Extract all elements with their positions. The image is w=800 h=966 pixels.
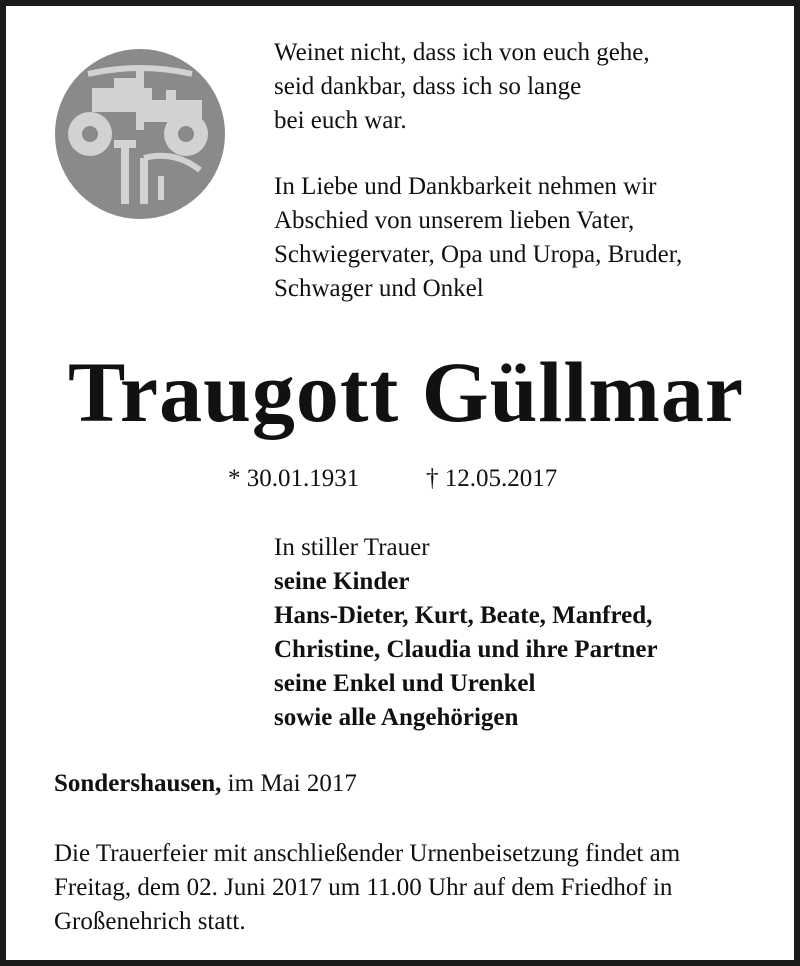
mourner-line: sowie alle Angehörigen — [274, 704, 519, 731]
poem-line: seid dankbar, dass ich so lange — [274, 73, 582, 100]
mourner-line: seine Enkel und Urenkel — [274, 670, 536, 697]
deceased-name: Traugott Güllmar — [67, 344, 745, 440]
intro-line: Schwager und Onkel — [274, 275, 484, 302]
place-date — [54, 767, 357, 800]
place-city: Sondershausen, — [54, 770, 222, 797]
place-month: im Mai 2017 — [221, 770, 357, 797]
mourners-heading: In stiller Trauer — [274, 534, 430, 561]
funeral-info-line: Die Trauerfeier mit anschließender Urnenbeisetzung findet am — [54, 840, 681, 867]
intro-line: Schwiegervater, Opa und Uropa, Bruder, — [274, 241, 683, 268]
mourner-line: Christine, Claudia und ihre Partner — [274, 636, 658, 663]
poem-line: bei euch war. — [274, 107, 407, 134]
poem-line: Weinet nicht, dass ich von euch gehe, — [274, 39, 650, 66]
birth-date: * 30.01.1931 — [228, 465, 360, 492]
farming-tools-emblem-icon — [54, 48, 226, 220]
intro-line: Abschied von unserem lieben Vater, — [274, 207, 635, 234]
death-date: † 12.05.2017 — [426, 465, 558, 492]
mourner-line: Hans-Dieter, Kurt, Beate, Manfred, — [274, 602, 653, 629]
mourner-line: seine Kinder — [274, 568, 410, 595]
funeral-info-line: Freitag, dem 02. Juni 2017 um 11.00 Uhr auf dem Friedhof in — [54, 874, 673, 901]
intro-line: In Liebe und Dankbarkeit nehmen wir — [274, 173, 657, 200]
funeral-info-line: Großenehrich statt. — [54, 908, 246, 935]
